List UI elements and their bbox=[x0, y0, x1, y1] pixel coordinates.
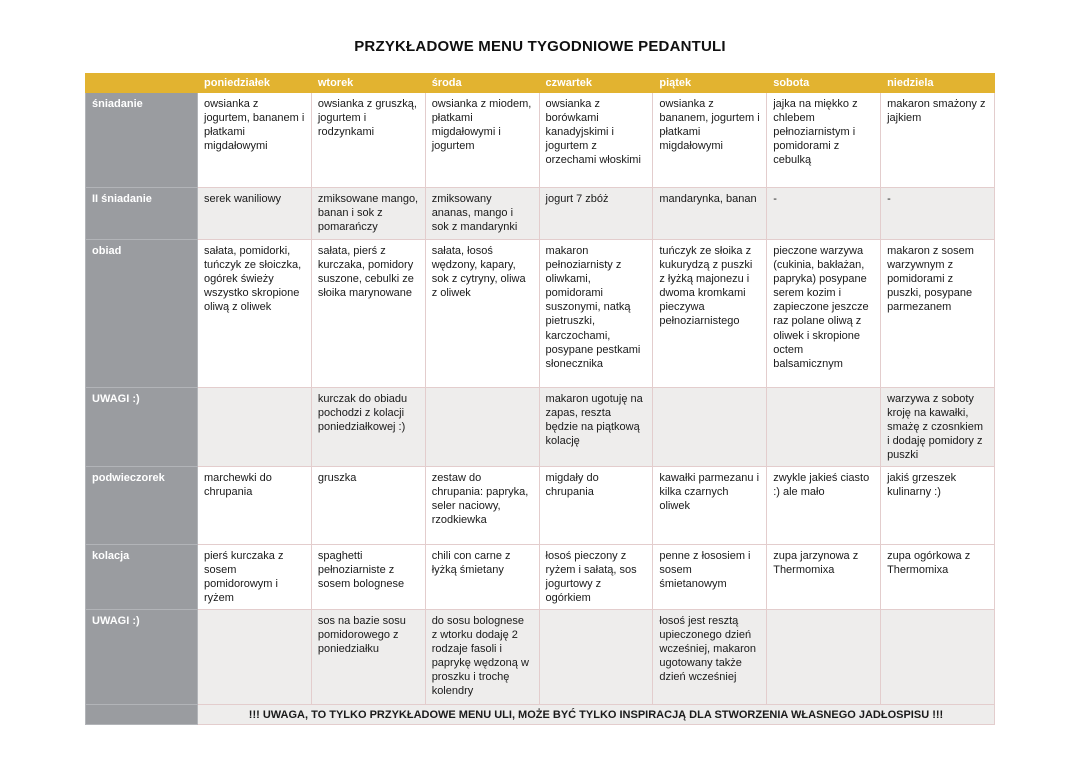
menu-cell: sałata, łosoś wędzony, kapary, sok z cytryny, oliwa z oliwek bbox=[425, 240, 539, 388]
row-label: kolacja bbox=[86, 545, 198, 610]
menu-cell: spaghetti pełnoziarniste z sosem bolognese bbox=[311, 545, 425, 610]
table-row bbox=[86, 545, 995, 610]
menu-cell: jakiś grzeszek kulinarny :) bbox=[881, 467, 995, 545]
menu-cell bbox=[767, 610, 881, 705]
menu-cell: - bbox=[881, 188, 995, 240]
menu-cell: sałata, pomidorki, tuńczyk ze słoiczka, ogórek świeży wszystko skropione oliwą z oliwek bbox=[198, 240, 312, 388]
menu-cell bbox=[881, 610, 995, 705]
menu-cell: owsianka z bananem, jogurtem i płatkami migdałowymi bbox=[653, 93, 767, 188]
menu-cell: sałata, pierś z kurczaka, pomidory suszone, cebulki ze słoika marynowane bbox=[311, 240, 425, 388]
table-footer bbox=[86, 705, 995, 725]
page-title: PRZYKŁADOWE MENU TYGODNIOWE PEDANTULI bbox=[354, 38, 726, 55]
menu-cell: zmiksowany ananas, mango i sok z mandarynki bbox=[425, 188, 539, 240]
corner-cell bbox=[86, 74, 198, 93]
table-row bbox=[86, 610, 995, 705]
column-header: czwartek bbox=[539, 74, 653, 93]
menu-cell: pieczone warzywa (cukinia, bakłażan, papryka) posypane serem kozim i zapieczone jeszcze raz polane oliwą z oliwek i skropione octem balsamicznym bbox=[767, 240, 881, 388]
menu-cell: łosoś jest resztą upieczonego dzień wcześniej, makaron ugotowany także dzień wcześniej bbox=[653, 610, 767, 705]
menu-cell: makaron ugotuję na zapas, reszta będzie na piątkową kolację bbox=[539, 388, 653, 467]
menu-cell bbox=[425, 388, 539, 467]
menu-cell: do sosu bolognese z wtorku dodaję 2 rodzaje fasoli i paprykę wędzoną w proszku i trochę kolendry bbox=[425, 610, 539, 705]
menu-cell bbox=[767, 388, 881, 467]
column-header: niedziela bbox=[881, 74, 995, 93]
table-row bbox=[86, 467, 995, 545]
column-header: sobota bbox=[767, 74, 881, 93]
column-header: poniedziałek bbox=[198, 74, 312, 93]
menu-cell: owsianka z jogurtem, bananem i płatkami migdałowymi bbox=[198, 93, 312, 188]
menu-cell: mandarynka, banan bbox=[653, 188, 767, 240]
menu-cell: jogurt 7 zbóż bbox=[539, 188, 653, 240]
menu-cell: penne z łososiem i sosem śmietanowym bbox=[653, 545, 767, 610]
table-header-row bbox=[86, 74, 995, 93]
row-label: śniadanie bbox=[86, 93, 198, 188]
menu-cell: zmiksowane mango, banan i sok z pomarańczy bbox=[311, 188, 425, 240]
row-label: obiad bbox=[86, 240, 198, 388]
table-header bbox=[86, 74, 995, 93]
row-label: UWAGI :) bbox=[86, 610, 198, 705]
table-row bbox=[86, 240, 995, 388]
menu-cell: zupa jarzynowa z Thermomixa bbox=[767, 545, 881, 610]
menu-table-body bbox=[86, 93, 995, 705]
table-row bbox=[86, 388, 995, 467]
menu-cell bbox=[198, 610, 312, 705]
row-label: II śniadanie bbox=[86, 188, 198, 240]
table-row bbox=[86, 188, 995, 240]
column-header: piątek bbox=[653, 74, 767, 93]
menu-cell: warzywa z soboty kroję na kawałki, smażę z czosnkiem i dodaję pomidory z puszki bbox=[881, 388, 995, 467]
column-header: środa bbox=[425, 74, 539, 93]
menu-cell bbox=[539, 610, 653, 705]
menu-cell: - bbox=[767, 188, 881, 240]
menu-cell: serek waniliowy bbox=[198, 188, 312, 240]
menu-cell: makaron z sosem warzywnym z pomidorami z puszki, posypane parmezanem bbox=[881, 240, 995, 388]
menu-cell: kawałki parmezanu i kilka czarnych oliwek bbox=[653, 467, 767, 545]
row-label: podwieczorek bbox=[86, 467, 198, 545]
menu-cell: chili con carne z łyżką śmietany bbox=[425, 545, 539, 610]
menu-cell: zestaw do chrupania: papryka, seler naciowy, rzodkiewka bbox=[425, 467, 539, 545]
menu-cell bbox=[198, 388, 312, 467]
menu-cell: owsianka z borówkami kanadyjskimi i jogurtem z orzechami włoskimi bbox=[539, 93, 653, 188]
row-label: UWAGI :) bbox=[86, 388, 198, 467]
menu-cell: zupa ogórkowa z Thermomixa bbox=[881, 545, 995, 610]
menu-cell bbox=[653, 388, 767, 467]
menu-cell: pierś kurczaka z sosem pomidorowym i ryżem bbox=[198, 545, 312, 610]
weekly-menu-table bbox=[85, 73, 995, 725]
column-header: wtorek bbox=[311, 74, 425, 93]
menu-cell: tuńczyk ze słoika z kukurydzą z puszki z łyżką majonezu i dwoma kromkami pieczywa pełnoziarnistego bbox=[653, 240, 767, 388]
menu-cell: sos na bazie sosu pomidorowego z poniedziałku bbox=[311, 610, 425, 705]
menu-cell: migdały do chrupania bbox=[539, 467, 653, 545]
menu-cell: makaron smażony z jajkiem bbox=[881, 93, 995, 188]
menu-cell: jajka na miękko z chlebem pełnoziarnistym i pomidorami z cebulką bbox=[767, 93, 881, 188]
footer-note: !!! UWAGA, TO TYLKO PRZYKŁADOWE MENU ULI, MOŻE BYĆ TYLKO INSPIRACJĄ DLA STWORZENIA WŁASNEGO JADŁOSPISU !!! bbox=[198, 705, 995, 725]
menu-cell: owsianka z gruszką, jogurtem i rodzynkami bbox=[311, 93, 425, 188]
footer-label-cell bbox=[86, 705, 198, 725]
table-row bbox=[86, 93, 995, 188]
menu-cell: makaron pełnoziarnisty z oliwkami, pomidorami suszonymi, natką pietruszki, karczochami, posypane pestkami słonecznika bbox=[539, 240, 653, 388]
menu-cell: gruszka bbox=[311, 467, 425, 545]
menu-cell: marchewki do chrupania bbox=[198, 467, 312, 545]
menu-cell: łosoś pieczony z ryżem i sałatą, sos jogurtowy z ogórkiem bbox=[539, 545, 653, 610]
menu-cell: owsianka z miodem, płatkami migdałowymi i jogurtem bbox=[425, 93, 539, 188]
menu-cell: kurczak do obiadu pochodzi z kolacji poniedziałkowej :) bbox=[311, 388, 425, 467]
menu-cell: zwykle jakieś ciasto :) ale mało bbox=[767, 467, 881, 545]
footer-row bbox=[86, 705, 995, 725]
